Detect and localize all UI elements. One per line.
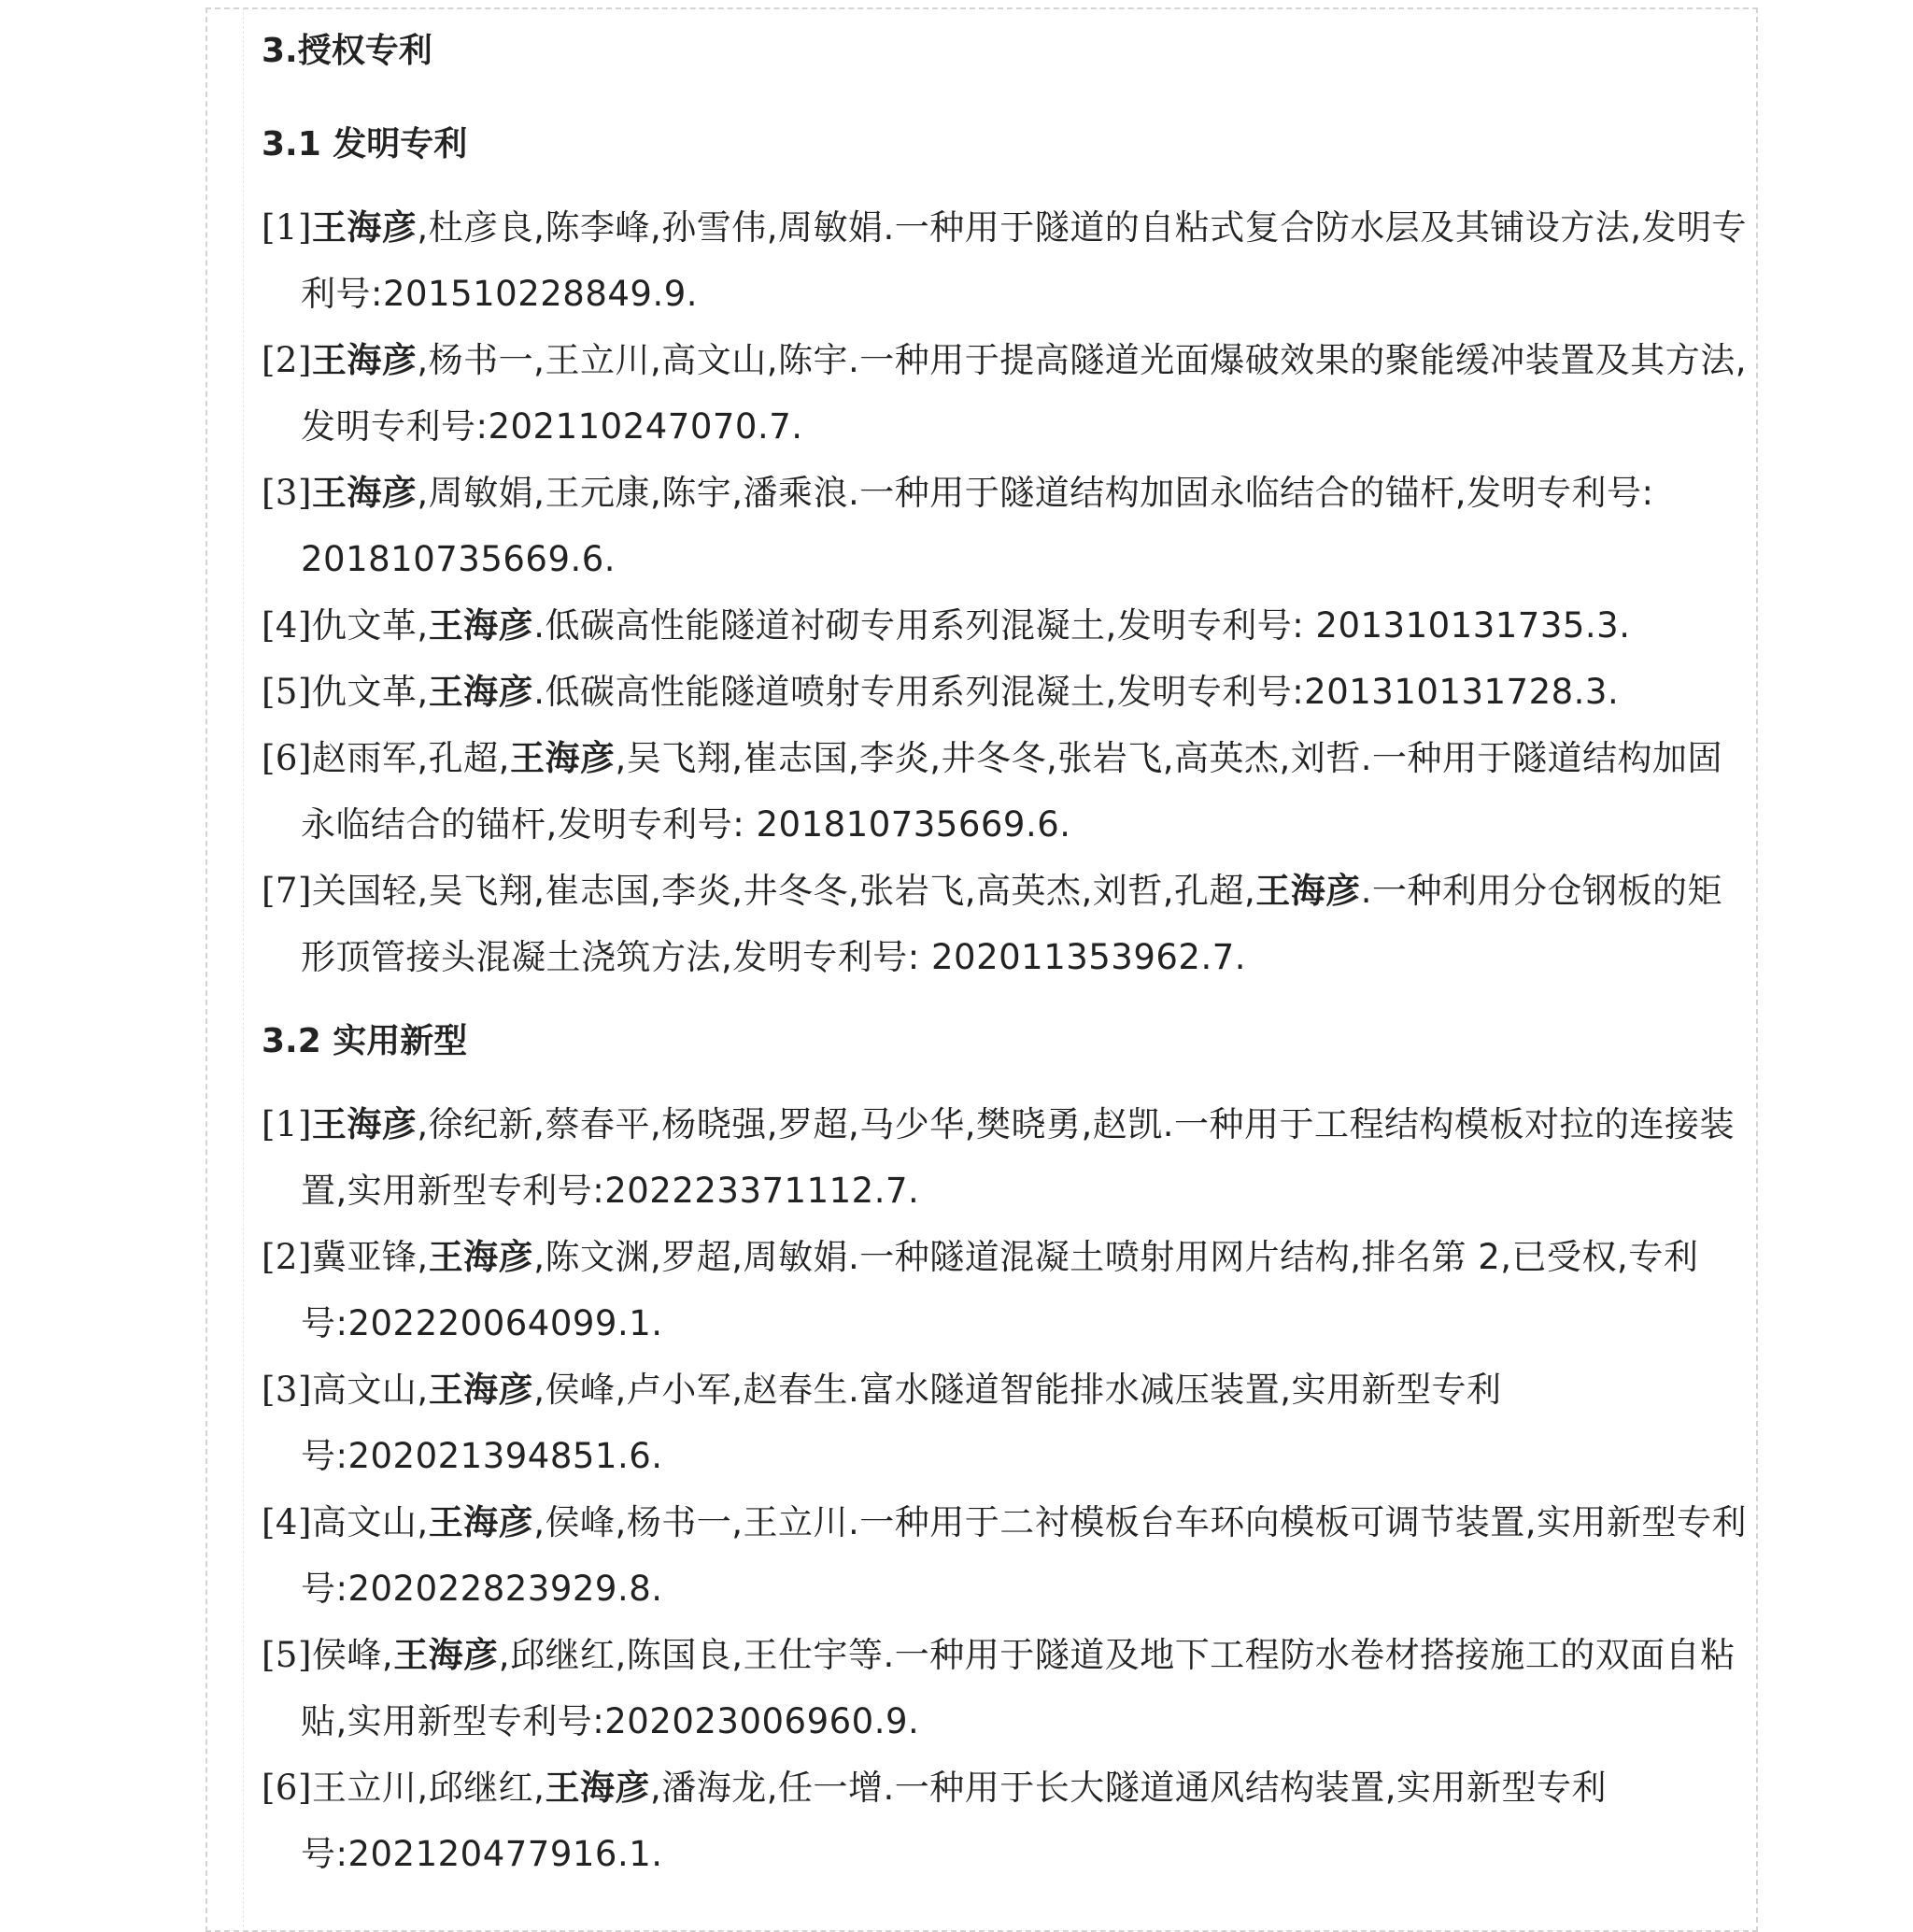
invention-item-3: [3]王海彦,周敏娟,王元康,陈宇,潘乘浪.一种用于隧道结构加固永临结合的锚杆,发明专利号: 201810735669.6. — [262, 473, 1654, 579]
utility-item-3: [3]高文山,王海彦,侯峰,卢小军,赵春生.富水隧道智能排水减压装置,实用新型专利号:202021394851.6. — [262, 1370, 1502, 1476]
author-highlight: 王海彦 — [311, 1104, 418, 1144]
utility-item-6: [6]王立川,邱继红,王海彦,潘海龙,任一增.一种用于长大隧道通风结构装置,实用新型专利号:202120477916.1. — [262, 1768, 1607, 1874]
utility-item-5: [5]侯峰,王海彦,邱继红,陈国良,王仕宇等.一种用于隧道及地下工程防水卷材搭接施工的双面自粘贴,实用新型专利号:202023006960.9. — [262, 1635, 1736, 1741]
content-margin-line — [243, 7, 244, 1932]
author-highlight: 王海彦 — [311, 207, 418, 248]
author-highlight: 王海彦 — [545, 1768, 650, 1808]
utility-heading: 3.2 实用新型 — [262, 1022, 468, 1060]
author-highlight: 王海彦 — [393, 1635, 499, 1675]
author-highlight: 王海彦 — [1255, 871, 1361, 911]
author-highlight: 王海彦 — [428, 1370, 534, 1410]
author-highlight: 王海彦 — [428, 1237, 534, 1277]
invention-item-7: [7]关国轻,吴飞翔,崔志国,李炎,井冬冬,张岩飞,高英杰,刘哲,孔超,王海彦.一种利用分仓钢板的矩形顶管接头混凝土浇筑方法,发明专利号: 202011353962.7. — [262, 871, 1723, 977]
document-content — [262, 28, 1747, 1915]
utility-item-1: [1]王海彦,徐纪新,蔡春平,杨晓强,罗超,马少华,樊晓勇,赵凯.一种用于工程结构模板对拉的连接装置,实用新型专利号:202223371112.7. — [262, 1104, 1736, 1211]
author-highlight: 王海彦 — [428, 1502, 534, 1542]
utility-item-2: [2]冀亚锋,王海彦,陈文渊,罗超,周敏娟.一种隧道混凝土喷射用网片结构,排名第 2,已受权,专利号:202220064099.1. — [262, 1237, 1699, 1343]
invention-item-1: [1]王海彦,杜彦良,陈李峰,孙雪伟,周敏娟.一种用于隧道的自粘式复合防水层及其铺设方法,发明专利号:201510228849.9. — [262, 207, 1747, 314]
author-highlight: 王海彦 — [428, 605, 534, 646]
author-highlight: 王海彦 — [428, 672, 534, 712]
author-highlight: 王海彦 — [311, 473, 418, 513]
invention-item-5: [5]仇文革,王海彦.低碳高性能隧道喷射专用系列混凝土,发明专利号:201310131728.3. — [262, 672, 1620, 712]
invention-item-2: [2]王海彦,杨书一,王立川,高文山,陈宇.一种用于提高隧道光面爆破效果的聚能缓冲装置及其方法,发明专利号:202110247070.7. — [262, 340, 1747, 447]
invention-item-4: [4]仇文革,王海彦.低碳高性能隧道衬砌专用系列混凝土,发明专利号: 201310131735.3. — [262, 605, 1631, 646]
utility-list — [262, 1091, 1747, 1887]
invention-heading: 3.1 发明专利 — [262, 125, 468, 163]
author-highlight: 王海彦 — [311, 340, 418, 380]
author-highlight: 王海彦 — [509, 738, 616, 778]
section-title: 3.授权专利 — [262, 32, 432, 70]
invention-item-6: [6]赵雨军,孔超,王海彦,吴飞翔,崔志国,李炎,井冬冬,张岩飞,高英杰,刘哲.一种用于隧道结构加固永临结合的锚杆,发明专利号: 201810735669.6. — [262, 738, 1723, 845]
utility-item-4: [4]高文山,王海彦,侯峰,杨书一,王立川.一种用于二衬模板台车环向模板可调节装置,实用新型专利号:202022823929.8. — [262, 1502, 1747, 1609]
invention-list — [262, 194, 1747, 990]
